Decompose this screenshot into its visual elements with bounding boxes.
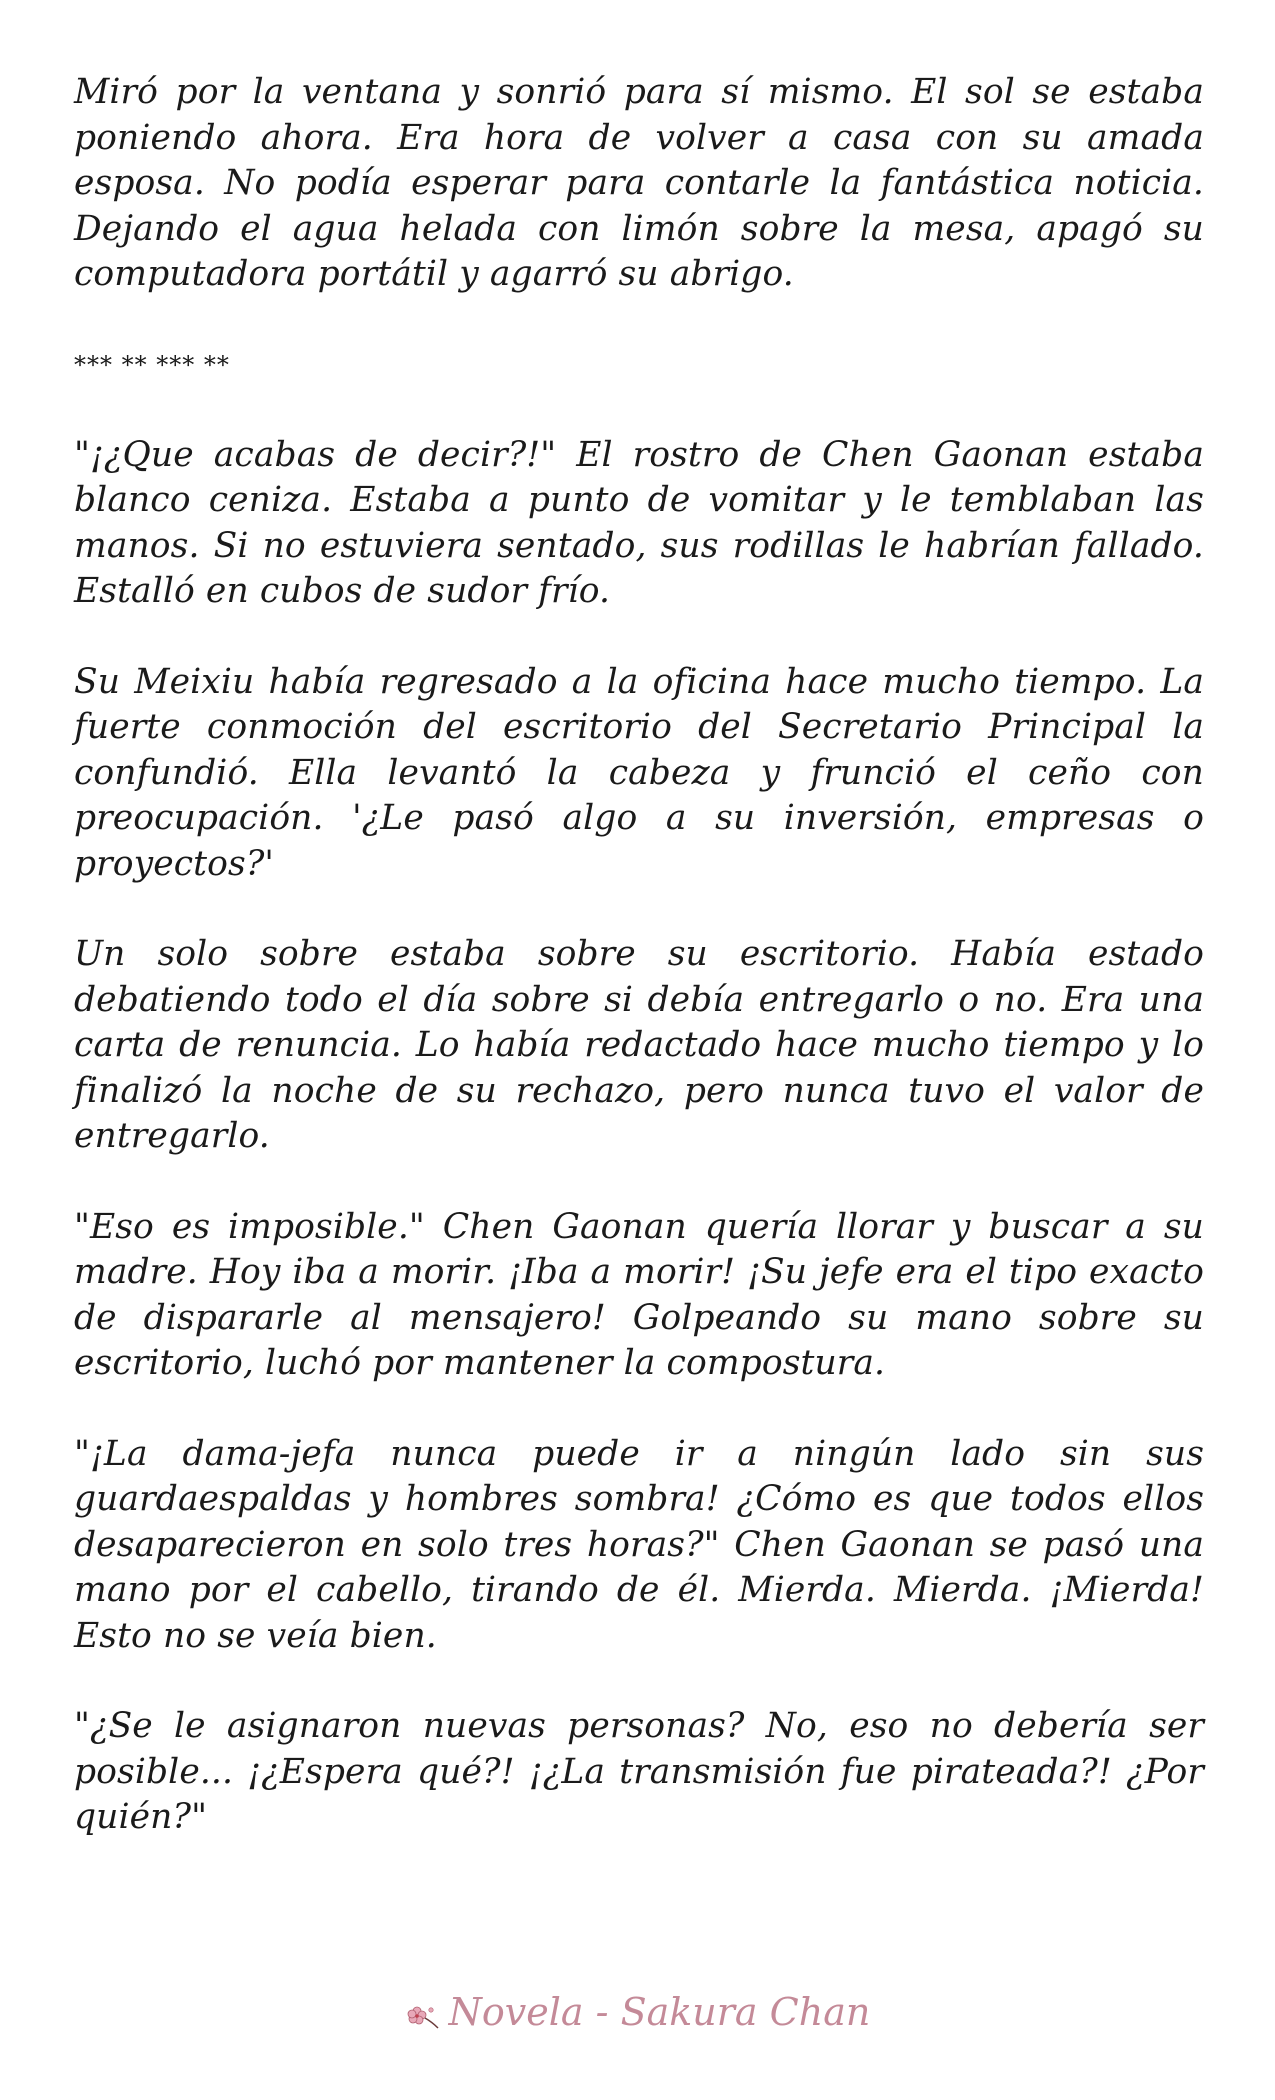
paragraph-3: Su Meixiu había regresado a la oficina hace mucho tiempo. La fuerte conmoción del escritorio del Secretario Principal la confundió. Ella levantó la cabeza y frunció el ceño con preocupación. '¿Le pasó algo a su inversión, empresas o proyectos?' <box>74 661 1204 884</box>
scene-separator: *** ** *** ** <box>74 350 230 379</box>
paragraph-1: Miró por la ventana y sonrió para sí mismo. El sol se estaba poniendo ahora. Era hora de volver a casa con su amada esposa. No podía esperar para contarle la fantástica noticia. Dejando el agua helada con limón sobre la mesa, apagó su computadora portátil y agarró su abrigo. <box>74 72 1204 294</box>
document-body <box>74 70 1204 1886</box>
paragraph-5: "Eso es imposible." Chen Gaonan quería llorar y buscar a su madre. Hoy iba a morir. ¡Iba a morir! ¡Su jefe era el tipo exacto de dispararle al mensajero! Golpeando su mano sobre su escritorio, luchó por mantener la compostura. <box>74 1206 1204 1383</box>
sakura-flower-icon <box>405 1997 443 2027</box>
paragraph-2: "¡¿Que acabas de decir?!" El rostro de Chen Gaonan estaba blanco ceniza. Estaba a punto de vomitar y le temblaban las manos. Si no estuviera sentado, sus rodillas le habrían fallado. Estalló en cubos de sudor frío. <box>74 434 1204 611</box>
watermark <box>0 1990 1275 2034</box>
paragraph-4: Un solo sobre estaba sobre su escritorio. Había estado debatiendo todo el día sobre si debía entregarlo o no. Era una carta de renuncia. Lo había redactado hace mucho tiempo y lo finalizó la noche de su rechazo, pero nunca tuvo el valor de entregarlo. <box>74 934 1204 1156</box>
watermark-text: Novela - Sakura Chan <box>448 1990 871 2034</box>
paragraph-7: "¿Se le asignaron nuevas personas? No, eso no debería ser posible... ¡¿Espera qué?! ¡¿La transmisión fue pirateada?! ¿Por quién?" <box>74 1706 1204 1837</box>
paragraph-6: "¡La dama-jefa nunca puede ir a ningún lado sin sus guardaespaldas y hombres sombra! ¿Cómo es que todos ellos desaparecieron en solo tres horas?" Chen Gaonan se pasó una mano por el cabello, tirando de él. Mierda. Mierda. ¡Mierda! Esto no se veía bien. <box>74 1433 1204 1656</box>
